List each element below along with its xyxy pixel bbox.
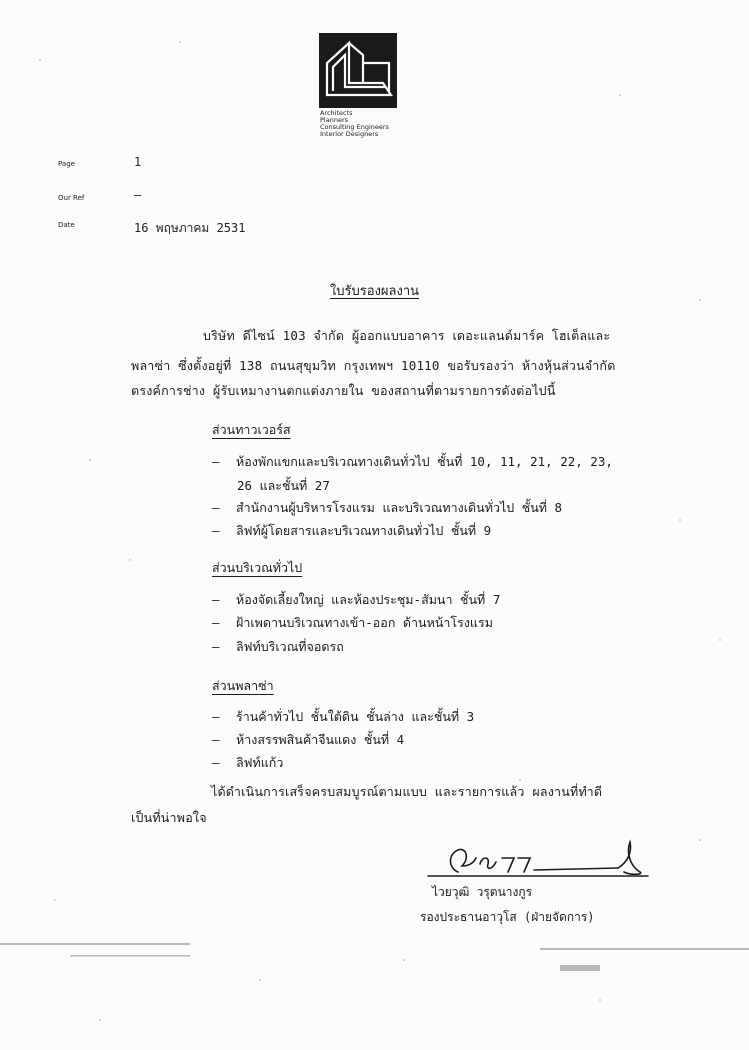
page-label: Page	[58, 160, 75, 168]
list-item	[212, 452, 613, 472]
tagline-line: Planners	[320, 116, 349, 124]
bullet-dash: –	[212, 709, 220, 724]
list-item-continuation: 26 และชั้นที่ 27	[237, 478, 330, 493]
intro-line: พลาซ่า ซึ่งตั้งอยู่ที่ 138 ถนนสุขุมวิท กรุงเทพฯ 10110 ขอรับรองว่า ห้างหุ้นส่วนจำกัด	[131, 358, 616, 373]
tagline-line: Consulting Engineers	[320, 123, 389, 131]
signatory-name: ไวยวุฒิ วรุตนางกูร	[432, 885, 533, 899]
list-item	[212, 498, 562, 518]
date-label: Date	[58, 221, 75, 229]
list-item-text: ฝ้าเพดานบริเวณทางเข้า-ออก ด้านหน้าโรงแรม	[236, 615, 493, 630]
list-item	[212, 613, 493, 633]
list-item	[212, 730, 404, 750]
intro-line: บริษัท ดีไซน์ 103 จำกัด ผู้ออกแบบอาคาร เดอะแลนด์มาร์ค โฮเต็ลและ	[203, 328, 611, 343]
tagline-line: Interior Designers	[320, 130, 379, 138]
bullet-dash: –	[212, 523, 220, 538]
logo-tagline	[320, 110, 389, 138]
date-value: 16 พฤษภาคม 2531	[134, 221, 246, 235]
intro-line: ตรงค์การช่าง ผู้รับเหมางานตกแต่งภายใน ของสถานที่ตามรายการดังต่อไปนี้	[131, 383, 556, 398]
list-item-text: ร้านค้าทั่วไป ชั้นใต้ดิน ชั้นล่าง และชั้นที่ 3	[236, 709, 475, 724]
list-item-text: ลิฟท์ผู้โดยสารและบริเวณทางเดินทั่วไป ชั้นที่ 9	[236, 523, 492, 538]
section-heading: ส่วนบริเวณทั่วไป	[212, 560, 303, 575]
list-item	[212, 590, 500, 610]
bullet-dash: –	[212, 639, 220, 654]
closing-line: ได้ดำเนินการเสร็จครบสมบูรณ์ตามแบบ และรายการแล้ว ผลงานที่ทำดี	[211, 784, 603, 799]
ref-value: –	[134, 188, 142, 202]
list-item-text: ลิฟท์บริเวณที่จอดรถ	[236, 639, 344, 654]
list-item-text: ห้างสรรพสินค้าจีนแดง ชั้นที่ 4	[236, 732, 405, 747]
signatory-position: รองประธานอาวุโส (ฝ่ายจัดการ)	[420, 910, 595, 924]
bullet-dash: –	[212, 732, 220, 747]
bullet-dash: –	[212, 755, 220, 770]
architect-logo-icon	[319, 33, 397, 108]
list-item-text: ห้องจัดเลี้ยงใหญ่ และห้องประชุม-สัมนา ชั้นที่ 7	[236, 592, 501, 607]
handwritten-signature	[418, 832, 658, 884]
ref-label: Our Ref	[58, 194, 85, 202]
page-value: 1	[134, 155, 142, 169]
section-heading: ส่วนพลาซ่า	[212, 678, 274, 693]
bullet-dash: –	[212, 500, 220, 515]
list-item-text: ห้องพักแขกและบริเวณทางเดินทั่วไป ชั้นที่ 10, 11, 21, 22, 23,	[236, 454, 613, 469]
list-item	[212, 707, 474, 727]
list-item	[212, 637, 344, 657]
bullet-dash: –	[212, 615, 220, 630]
bullet-dash: –	[212, 454, 220, 469]
list-item-text: ลิฟท์แก้ว	[236, 755, 284, 770]
section-heading: ส่วนทาวเวอร์ส	[212, 422, 291, 437]
list-item	[212, 753, 283, 773]
tagline-line: Architects	[320, 109, 353, 117]
bullet-dash: –	[212, 592, 220, 607]
closing-line: เป็นที่น่าพอใจ	[131, 810, 207, 825]
list-item	[212, 521, 491, 541]
list-item-text: สำนักงานผู้บริหารโรงแรม และบริเวณทางเดินทั่วไป ชั้นที่ 8	[236, 500, 563, 515]
document-title: ใบรับรองผลงาน	[329, 284, 420, 299]
